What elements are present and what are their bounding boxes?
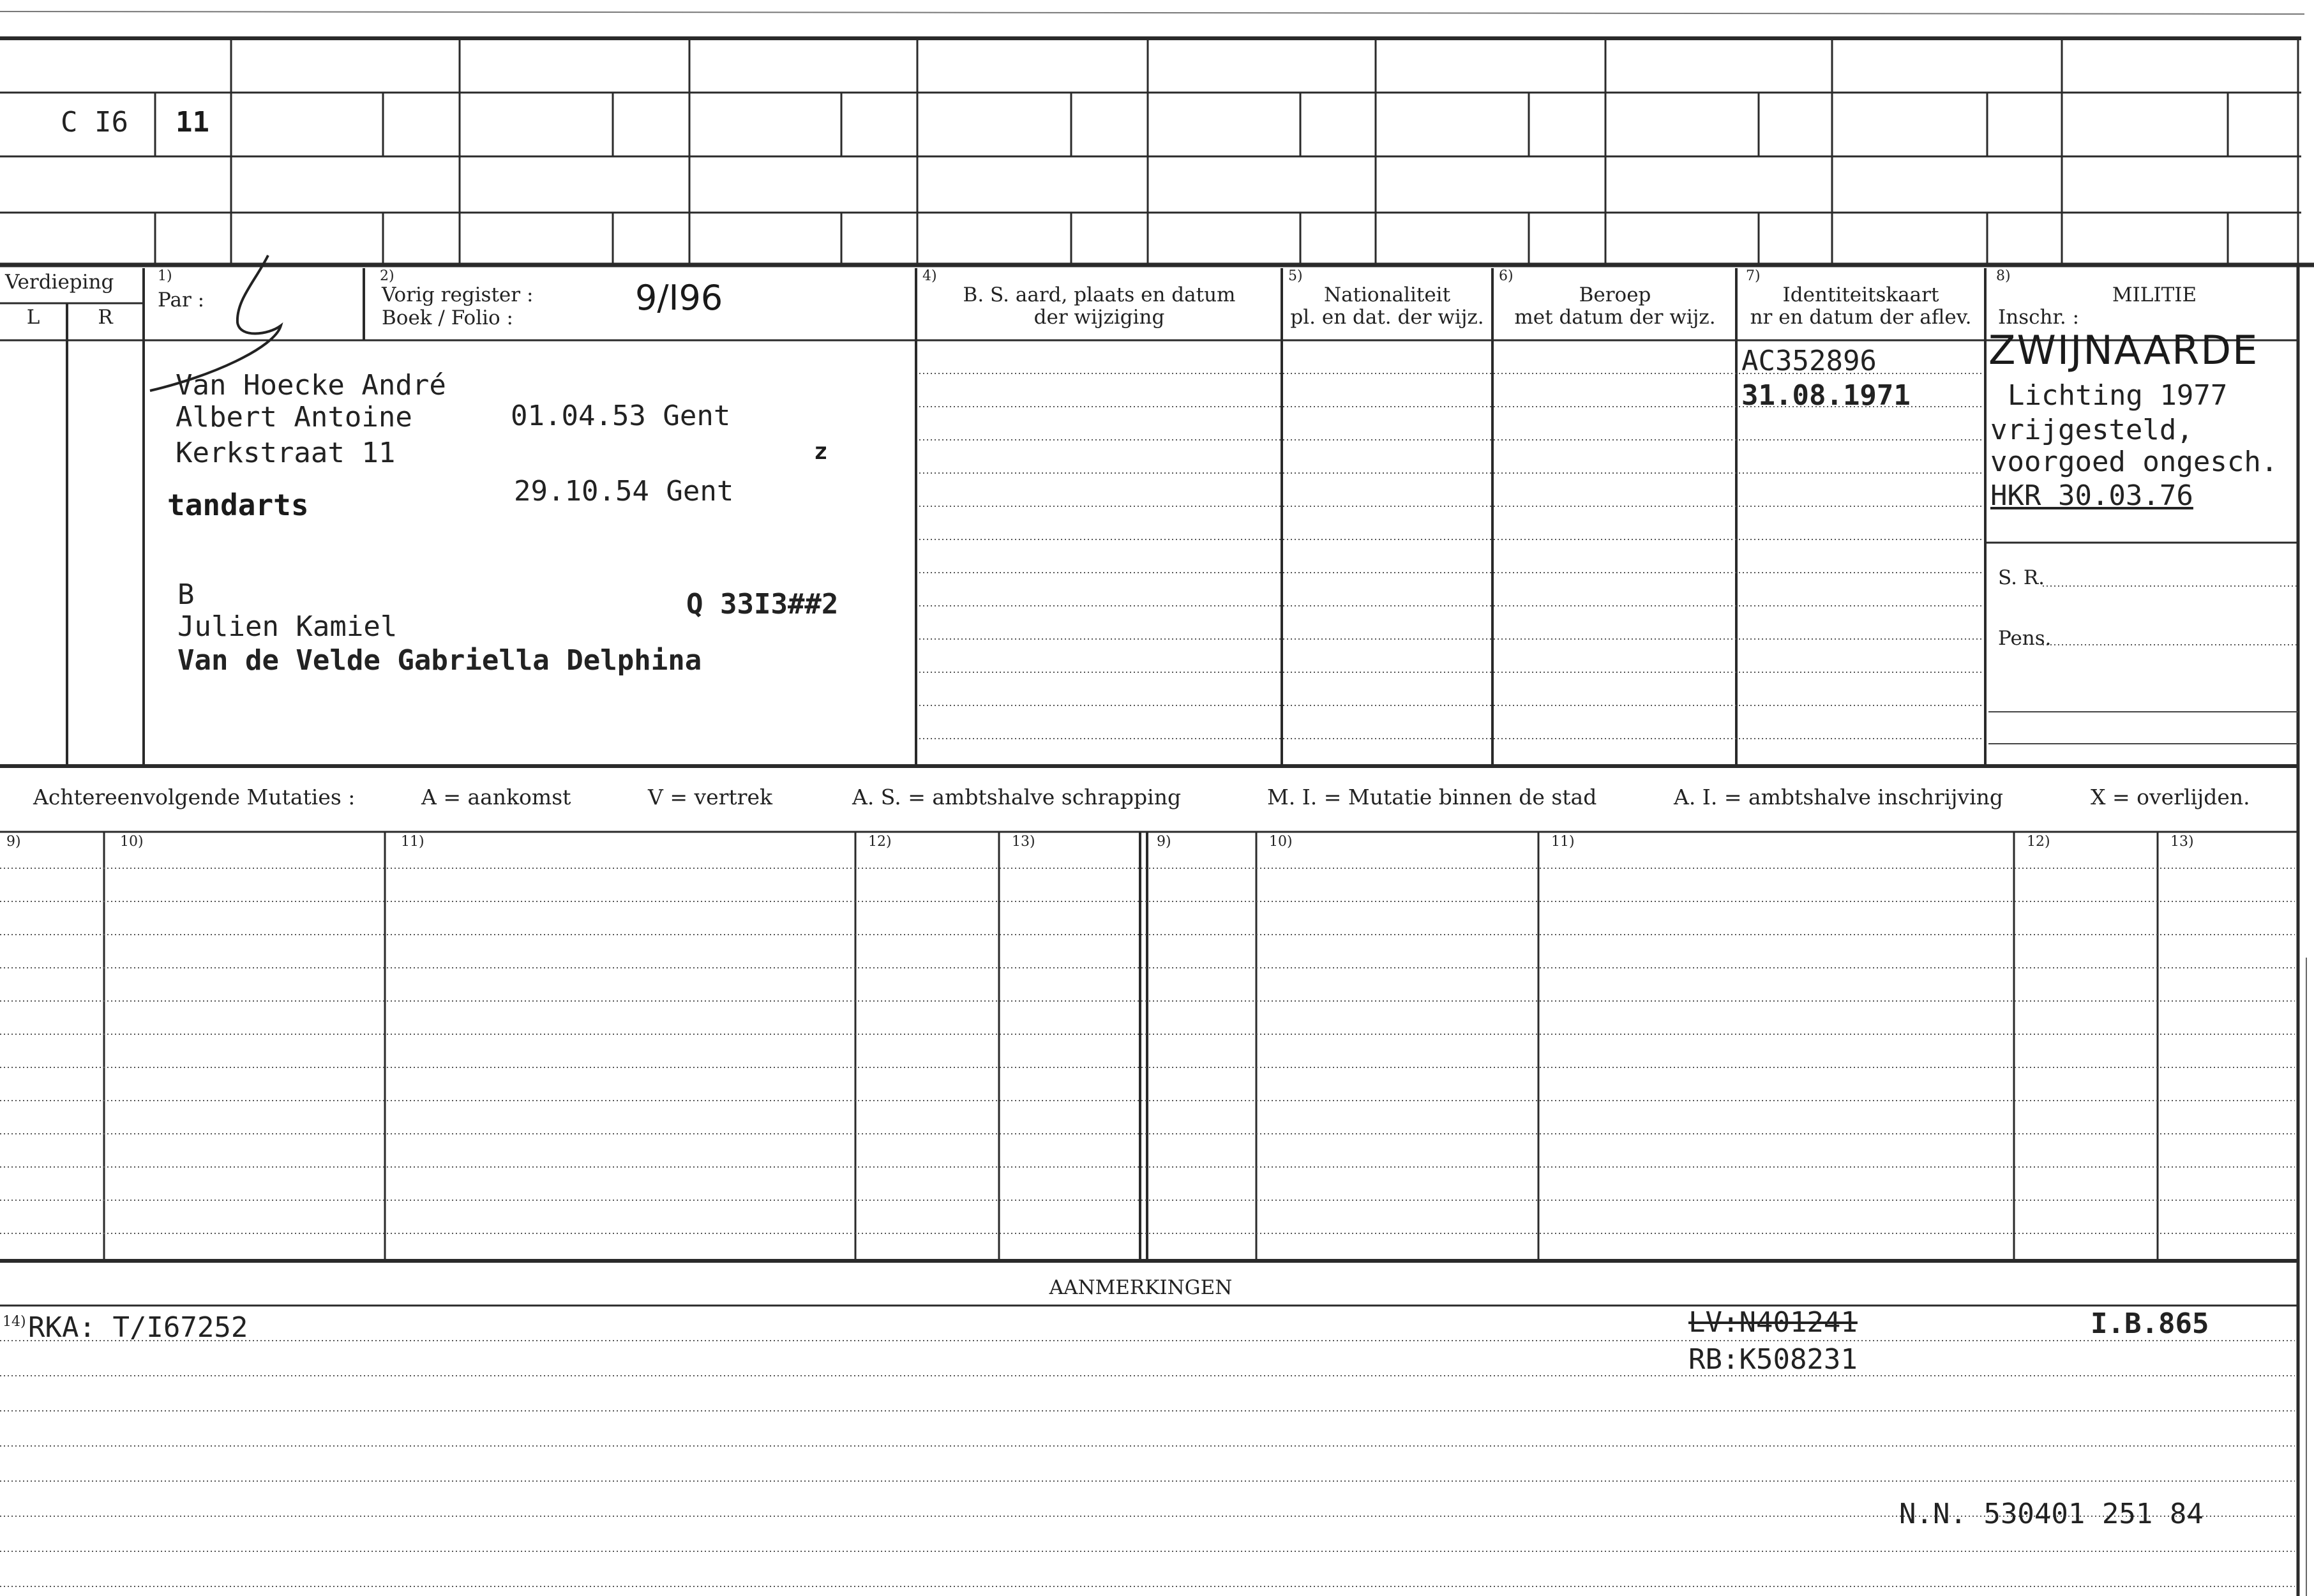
par-number: 1) [158,268,172,284]
mutaties-ai: A. I. = ambtshalve inschrijving [1674,785,2004,809]
mutaties-x: X = overlijden. [2091,785,2250,809]
bs-header-line2: der wijziging [1033,306,1165,329]
b-mark: B [177,578,195,611]
vorig-number: 2) [380,268,394,284]
z-mark: z [814,439,828,465]
nn-number: N.N. 530401 251 84 [1899,1498,2204,1530]
boek-folio-label: Boek / Folio : [382,306,513,329]
rb-number: RB:K508231 [1688,1343,1858,1376]
aanmerkingen-number: 14) [3,1314,26,1330]
inschr-label: Inschr. : [1998,306,2080,329]
mut-col-label: 11) [401,834,424,850]
verdieping-right: R [98,306,113,329]
mut-col-label: 10) [120,834,144,850]
mutaties-v: V = vertrek [648,785,772,809]
vorig-register-label: Vorig register : [382,283,534,306]
mut-col-label: 9) [1157,834,1171,850]
mut-col-label: 13) [2170,834,2194,850]
beroep-header-line2: met datum der wijz. [1514,306,1716,329]
person-given-names: Albert Antoine [176,401,412,433]
id-number: 7) [1746,268,1761,284]
mut-col-label: 9) [6,834,21,850]
nat-header-line2: pl. en dat. der wijz. [1290,306,1484,329]
militie-number: 8) [1996,268,2011,284]
person-surname: Van Hoecke André [176,369,446,402]
id-header-line2: nr en datum der aflev. [1750,306,1972,329]
militie-lichting: Lichting 1977 [2008,379,2228,412]
mut-col-label: 11) [1551,834,1575,850]
bs-header-line1: B. S. aard, plaats en datum [963,283,1236,306]
q-number: Q 33I3##2 [686,588,839,621]
father-name: Julien Kamiel [177,610,398,643]
person-date-2: 29.10.54 Gent [514,475,734,508]
ib-number: I.B.865 [2091,1307,2209,1340]
id-header-line1: Identiteitskaart [1782,283,1939,306]
nat-header-line1: Nationaliteit [1323,283,1451,306]
person-birth: 01.04.53 Gent [511,400,731,432]
mut-col-label: 13) [1012,834,1035,850]
vorig-register-value: 9/I96 [635,278,723,318]
militie-status-2: voorgoed ongesch. [1990,446,2278,478]
pens-label: Pens. [1998,627,2052,650]
militie-place: ZWIJNAARDE [1988,327,2259,373]
id-card-number: AC352896 [1741,345,1877,377]
nat-number: 5) [1288,268,1303,284]
rka-number: RKA: T/I67252 [28,1311,248,1344]
sr-label: S. R. [1998,566,2045,589]
index-number: 11 [176,106,209,139]
par-label: Par : [158,289,205,312]
mutaties-title: Achtereenvolgende Mutaties : [33,785,356,809]
lv-number: LV:N401241 [1688,1306,1858,1339]
mutaties-mi: M. I. = Mutatie binnen de stad [1267,785,1597,809]
militie-header: MILITIE [2112,283,2197,306]
mut-col-label: 12) [2027,834,2050,850]
verdieping-header: Verdieping [5,271,114,294]
beroep-number: 6) [1499,268,1514,284]
person-profession: tandarts [167,488,309,522]
beroep-header-line1: Beroep [1579,283,1651,306]
person-address: Kerkstraat 11 [176,437,396,469]
mut-col-label: 10) [1269,834,1293,850]
mutaties-as: A. S. = ambtshalve schrapping [852,785,1182,809]
mutaties-a: A = aankomst [421,785,571,809]
verdieping-left: L [26,306,40,329]
mother-name: Van de Velde Gabriella Delphina [177,644,702,677]
aanmerkingen-title: AANMERKINGEN [1049,1276,1233,1299]
id-card-date: 31.08.1971 [1741,379,1911,412]
index-code: C I6 [61,106,128,139]
militie-hkr: HKR 30.03.76 [1990,479,2193,512]
bs-number: 4) [922,268,937,284]
mut-col-label: 12) [868,834,892,850]
militie-status-1: vrijgesteld, [1990,414,2193,446]
